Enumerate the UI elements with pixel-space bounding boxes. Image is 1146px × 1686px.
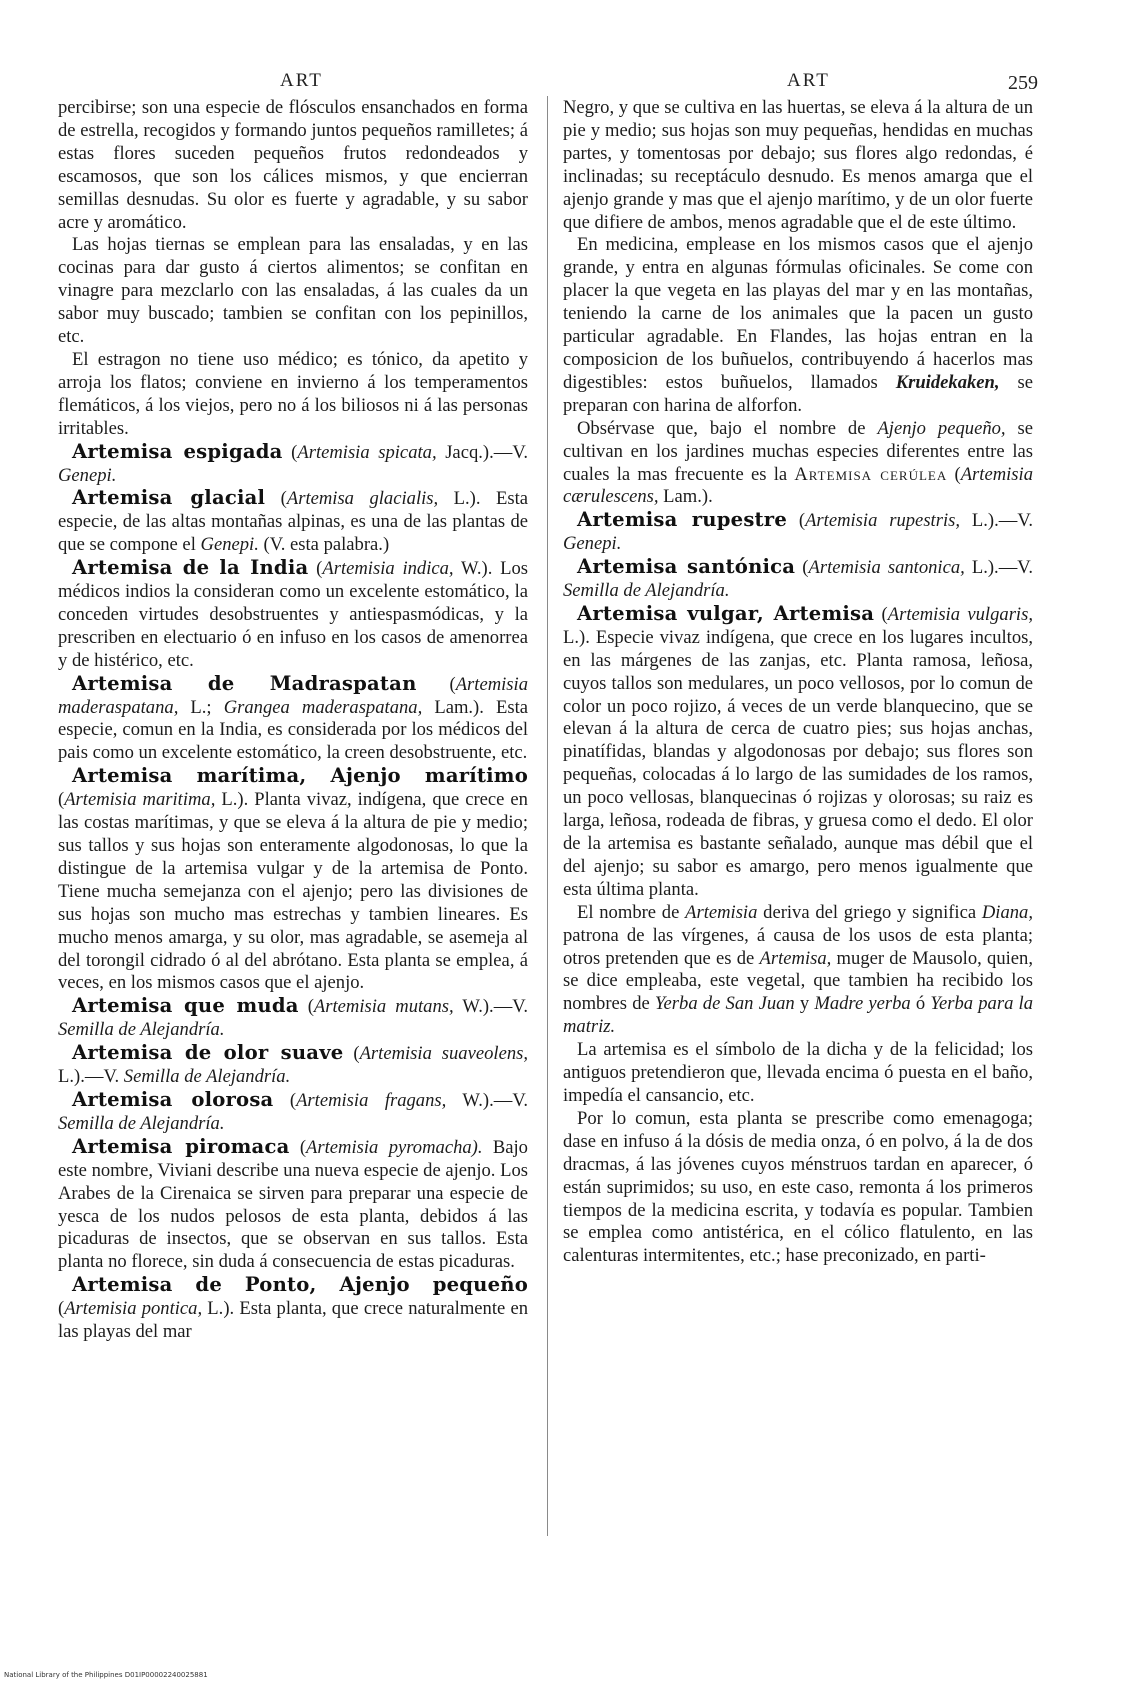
entry-scientific-name: Artemisia pyromacha).: [306, 1136, 483, 1158]
paragraph-uses: Las hojas tiernas se emplean para las ensaladas, y en las cocinas para dar gusto á ciertos alimentos; se confitan en vinagre para mezclarlo con las ensaladas, á las cuales da un sabor muy buscado; tambien se confitan con los pepinillos, etc.: [58, 234, 528, 348]
entry-headword: Artemisa vulgar, Artemisa: [577, 601, 875, 625]
entry-paren: (: [298, 996, 314, 1018]
entry-paren: (: [58, 789, 65, 811]
entry-paren: (: [343, 1043, 360, 1065]
term-artemisa-cerulea: Artemisa cerúlea: [794, 463, 948, 485]
entry-reference: Semilla de Alejandría.: [58, 1112, 225, 1134]
entry-scientific-name: Artemisia spicata,: [297, 441, 437, 463]
term-artemisa: Artemisa,: [759, 947, 832, 969]
entry-artemisa-que-muda: [58, 995, 528, 1042]
entry-scientific-name: Artemisia rupestris,: [805, 510, 961, 532]
entry-text: L.).—V.: [960, 510, 1033, 532]
entry-headword: Artemisa de Madraspatan: [72, 671, 417, 695]
entry-headword: Artemisa de la India: [72, 556, 309, 580]
entry-artemisa-india: [58, 557, 528, 673]
entry-artemisa-espigada: [58, 441, 528, 488]
term-cerulea-scientific: Artemisia cærulescens,: [563, 463, 1034, 508]
paragraph-text: deriva del griego y significa: [757, 901, 982, 923]
entry-headword: Artemisa olorosa: [72, 1087, 274, 1111]
entry-scientific-name: Artemisa glacialis,: [286, 488, 439, 510]
entry-reference: Semilla de Alejandría.: [58, 1019, 225, 1041]
entry-paren: (: [289, 1136, 307, 1158]
entry-artemisa-olor-suave: [58, 1042, 528, 1089]
entry-scientific-name: Artemisia suaveolens,: [359, 1043, 528, 1065]
entry-artemisa-madraspatan: [58, 673, 528, 766]
entry-text: W.).—V.: [446, 1089, 528, 1111]
entry-reference: Genepi.: [58, 464, 117, 486]
entry-artemisa-ponto: [58, 1274, 528, 1344]
entry-artemisa-santonica: [563, 556, 1033, 603]
entry-artemisa-rupestre: [563, 509, 1033, 556]
term-yerba-matriz: Yerba para la matriz.: [563, 993, 1033, 1038]
paragraph-continuation: Negro, y que se cultiva en las huertas, se eleva á la altura de un pie y medio; sus hojas son muy pequeñas, hendidas en muchas partes, y tomentosas por debajo; sus flores algo redondas, é inclinadas; su receptáculo desnudo. Es menos amarga que el ajenjo grande y mas que el ajenjo marítimo, y de un olor fuerte que difiere de ambos, menos agradable que el de este último.: [563, 97, 1033, 233]
paragraph-text: En medicina, emplease en los mismos casos que el ajenjo grande, y entra en algunas fórmulas oficinales. Se come con placer la que vegeta en las playas del mar y en las montañas, teniendo la carne de los animales que la pacen un gusto particular agradable. En Flandes, las hojas entran en la composicion de los buñuelos, contribuyendo á hacerlos mas digestibles: estos buñuelos, llamados: [563, 234, 1033, 393]
entry-text-end: (V. esta palabra.): [258, 534, 390, 556]
paragraph-continuation: percibirse; son una especie de flósculos ensanchados en forma de estrella, recogidos y formando juntos pequeños ramilletes; á estas flores suceden pequeños frutos redondeados y escamosos, que son los cálices mismos, y que encierran semillas desnudas. Su olor es fuerte y agradable, y su sabor acre y aromático.: [58, 97, 528, 233]
term-madre-yerba: Madre yerba: [814, 993, 911, 1015]
paragraph-text: (: [947, 463, 961, 485]
entry-headword: Artemisa piromaca: [72, 1134, 290, 1158]
entry-artemisa-vulgar: [563, 603, 1033, 902]
entry-paren: (: [273, 1089, 297, 1111]
paragraph-text: y: [794, 993, 815, 1015]
left-running-head: ART: [280, 70, 323, 91]
entry-paren: (: [795, 557, 809, 579]
entry-headword: Artemisa glacial: [72, 486, 266, 510]
page-number: 259: [1008, 72, 1038, 94]
entry-text: L.).—V.: [58, 1066, 124, 1088]
entry-text: L.). Esta planta, que crece naturalmente en las playas del mar: [58, 1298, 529, 1343]
paragraph-comun: Por lo comun, esta planta se prescribe como emenagoga; dase en infuso á la dósis de media onza, ó en polvo, á la de dos dracmas, á las jóvenes cuyos ménstruos tardan en aparecer, ó están suprimidos; su uso, en este caso, remonta á los primeros tiempos de la medicina escrita, y todavía es popular. Tambien se emplea como antistérica, en el cólico flatulento, en las calenturas intermitentes, etc.; hase preconizado, en parti-: [563, 1107, 1033, 1267]
entry-reference: Genepi.: [563, 533, 622, 555]
right-column: [563, 97, 1033, 1268]
entry-scientific-name: Artemisia santonica,: [808, 557, 965, 579]
term-ajenjo-pequeno: Ajenjo pequeño,: [877, 417, 1006, 439]
entry-text: L.).—V.: [964, 557, 1033, 579]
entry-paren: (: [58, 1298, 65, 1320]
entry-artemisa-glacial: [58, 487, 528, 557]
entry-scientific-name: Artemisia pontica,: [64, 1298, 203, 1320]
entry-text: L.;: [178, 696, 224, 718]
entry-text: L.). Esta especie, de las altas montañas alpinas, es una de las plantas de que se compone el: [58, 488, 529, 556]
term-diana: Diana,: [981, 901, 1033, 923]
paragraph-text: se cultivan en los jardines muchas especies diferentes entre las cuales la mas frecuente es la: [563, 417, 1034, 485]
entry-headword: Artemisa espigada: [72, 439, 283, 463]
paragraph-text: Obsérvase que, bajo el nombre de: [577, 417, 878, 439]
left-column: [58, 97, 528, 1344]
entry-headword: Artemisa que muda: [72, 994, 299, 1018]
entry-text: Jacq.).—V.: [436, 441, 528, 463]
entry-reference: Semilla de Alejandría.: [123, 1066, 291, 1088]
entry-text: W.).—V.: [453, 996, 528, 1018]
entry-reference: Semilla de Alejandría.: [563, 580, 730, 602]
entry-headword: Artemisa de Ponto, Ajenjo pequeño: [72, 1273, 528, 1297]
entry-headword: Artemisa de olor suave: [72, 1041, 344, 1065]
entry-text: Bajo este nombre, Viviani describe una nueva especie de ajenjo. Los Arabes de la Cirenaica se sirven para preparar una especie de yesca de los nudos pelosos de esta planta, debidos á las picaduras de insectos, que se observan en sus tallos. Esta planta no florece, sin duda á consecuencia de estas picaduras.: [58, 1136, 528, 1273]
entry-scientific-name: Artemisia maderaspatana,: [58, 673, 528, 718]
paragraph-text-end: se preparan con harina de alforfon.: [563, 371, 1033, 416]
entry-scientific-name: Artemisia mutans,: [313, 996, 454, 1018]
entry-text: L.). Especie vivaz indígena, que crece en los lugares incultos, en las márgenes de las zanjas, etc. Planta ramosa, leñosa, cuyos tallos son medulares, un poco vellosos, por lo comun de color un poco rojizo, á veces de un verde blanquecino, que se elevan á la altura de cerca de cuatro pies; sus hojas anchas, pinatífidas, blandas y algodonosas por debajo; sus flores son pequeñas, colocadas á lo largo de las sumidades de los ramos, un poco vellosas, blanquecinas ó rojizas y olorosas; su raiz es larga, leñosa, rodeada de fibras, y gruesa como el dedo. El olor de la artemisa es bastante señalado, aunque mas débil que el del ajenjo; su sabor es amargo, pero menos igualmente que esta última planta.: [563, 626, 1033, 900]
entry-artemisa-piromaca: [58, 1136, 528, 1274]
entry-headword: Artemisa santónica: [577, 555, 796, 579]
entry-headword: Artemisa marítima, Ajenjo marítimo: [72, 764, 528, 788]
entry-paren: (: [416, 673, 456, 695]
term-kruidekaken: Kruidekaken,: [895, 371, 1000, 393]
paragraph-medical: El estragon no tiene uso médico; es tónico, da apetito y arroja los flatos; conviene en invierno á los temperamentos flemáticos, á los viejos, pero no á los biliosos ni á las personas irritables.: [58, 348, 528, 439]
entry-scientific-name: Artemisia maritima,: [64, 789, 216, 811]
entry-paren: (: [308, 558, 323, 580]
entry-reference: Genepi.: [200, 534, 259, 556]
scan-footer: National Library of the Philippines D01IP00002240025881: [4, 1671, 208, 1679]
paragraph-simbolo: La artemisa es el símbolo de la dicha y de la felicidad; los antiguos pretendieron que, llevada encima ó puesta en el baño, impedía el cansancio, etc.: [563, 1039, 1033, 1106]
entry-artemisa-maritima: [58, 765, 528, 995]
paragraph-text: ó: [910, 993, 931, 1015]
entry-headword: Artemisa rupestre: [577, 508, 787, 532]
entry-paren: (: [787, 510, 806, 532]
right-running-head: ART: [787, 70, 830, 91]
paragraph-text: muger de Mausolo, quien, se dice empleaba, este vegetal, que tambien ha recibido los nombres de: [563, 947, 1033, 1015]
entry-paren: (: [282, 441, 298, 463]
entry-paren: (: [874, 603, 888, 625]
entry-text-end: Lam.). Esta especie, comun en la India, es considerada por los médicos del pais como un excelente estomático, la creen desobstruente, etc.: [58, 696, 528, 764]
paragraph-text: patrona de las vírgenes, á causa de los usos de esta planta; otros pretenden que es de: [563, 924, 1033, 969]
entry-paren: (: [265, 488, 287, 510]
paragraph-medicina: [563, 234, 1033, 417]
entry-scientific-name: Artemisia fragans,: [296, 1089, 447, 1111]
column-divider: [547, 96, 548, 1536]
entry-text: L.). Planta vivaz, indígena, que crece en las costas marítimas, y que se eleva á la altura de pie y medio; sus tallos y sus hojas son enteramente algodonosas, lo que la distingue de la artemisa vulgar y de la artemisa de Ponto. Tiene mucha semejanza con el ajenjo; pero las divisiones de sus hojas son mucho mas estrechas y tambien lineares. Es mucho menos amarga, y su olor, mas agradable, se asemeja al del torongil cidrado ó al del abrótano. Esta planta se emplea, á veces, en los mismos casos que el ajenjo.: [58, 789, 528, 994]
entry-text: W.). Los médicos indios la consideran como un excelente estomático, la conceden virtudes desobstruentes y antiespasmódicas, y la prescriben en electuario ó en infuso en los casos de amenorrea y de histérico, etc.: [58, 558, 529, 671]
term-yerba-san-juan: Yerba de San Juan: [654, 993, 795, 1015]
paragraph-text: El nombre de: [577, 901, 686, 923]
entry-scientific-name: Artemisia indica,: [322, 558, 454, 580]
term-artemisia: Artemisia: [685, 901, 758, 923]
paragraph-nombre: [563, 902, 1033, 1039]
entry-reference: Grangea maderaspatana,: [223, 696, 423, 718]
paragraph-text-end: Lam.).: [658, 486, 713, 508]
paragraph-observase: [563, 418, 1033, 510]
entry-artemisa-olorosa: [58, 1089, 528, 1136]
entry-scientific-name: Artemisia vulgaris,: [887, 603, 1033, 625]
